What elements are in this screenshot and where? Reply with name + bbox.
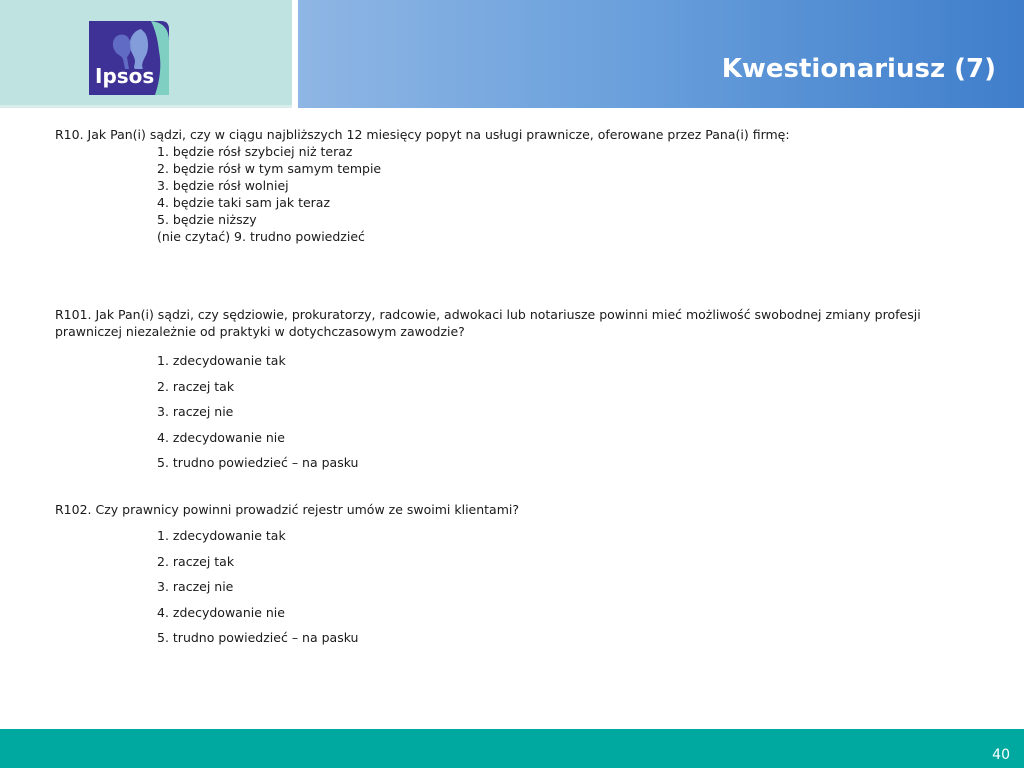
logo-wordmark: Ipsos bbox=[95, 64, 155, 88]
answer-option: 5. trudno powiedzieć – na pasku bbox=[157, 455, 359, 470]
answer-option: 4. zdecydowanie nie bbox=[157, 604, 285, 620]
answer-option: 2. raczej tak bbox=[157, 378, 235, 394]
ipsos-logo bbox=[89, 21, 169, 95]
question-text: R10. Jak Pan(i) sądzi, czy w ciągu najbliższych 12 miesięcy popyt na usługi prawnicze, oferowane przez Pana(i) firmę: bbox=[55, 127, 790, 142]
question-text: R102. Czy prawnicy powinni prowadzić rejestr umów ze swoimi klientami? bbox=[55, 502, 519, 517]
answer-options bbox=[55, 143, 955, 245]
answer-option: 4. zdecydowanie nie bbox=[157, 429, 285, 445]
answer-option: 5. będzie niższy bbox=[157, 212, 257, 227]
answer-options bbox=[55, 348, 955, 476]
answer-option: 4. będzie taki sam jak teraz bbox=[157, 195, 331, 210]
question-block bbox=[55, 126, 955, 245]
answer-option: 2. będzie rósł w tym samym tempie bbox=[157, 161, 382, 176]
page-number: 40 bbox=[992, 747, 1010, 763]
questionnaire-content bbox=[55, 126, 955, 645]
slide-title: Kwestionariusz (7) bbox=[721, 54, 996, 84]
question-block bbox=[55, 306, 955, 476]
answer-option: 1. będzie rósł szybciej niż teraz bbox=[157, 144, 353, 159]
slide-header bbox=[0, 0, 1024, 108]
answer-option: 3. raczej nie bbox=[157, 404, 234, 419]
question-text: R101. Jak Pan(i) sądzi, czy sędziowie, prokuratorzy, radcowie, adwokaci lub notariusze powinni mieć możliwość swobodnej zmiany profesji prawniczej niezależnie od praktyki w dotychczasowym zawodzie? bbox=[55, 307, 921, 339]
question-block bbox=[55, 501, 955, 651]
answer-option: 3. będzie rósł wolniej bbox=[157, 178, 289, 193]
answer-option: 2. raczej tak bbox=[157, 553, 235, 569]
slide-footer bbox=[0, 729, 1024, 768]
answer-option: 1. zdecydowanie tak bbox=[157, 528, 286, 543]
answer-option: 1. zdecydowanie tak bbox=[157, 353, 286, 368]
answer-option: 3. raczej nie bbox=[157, 579, 234, 594]
answer-option: (nie czytać) 9. trudno powiedzieć bbox=[157, 229, 365, 244]
answer-options bbox=[55, 523, 955, 651]
answer-option: 5. trudno powiedzieć – na pasku bbox=[157, 630, 359, 645]
